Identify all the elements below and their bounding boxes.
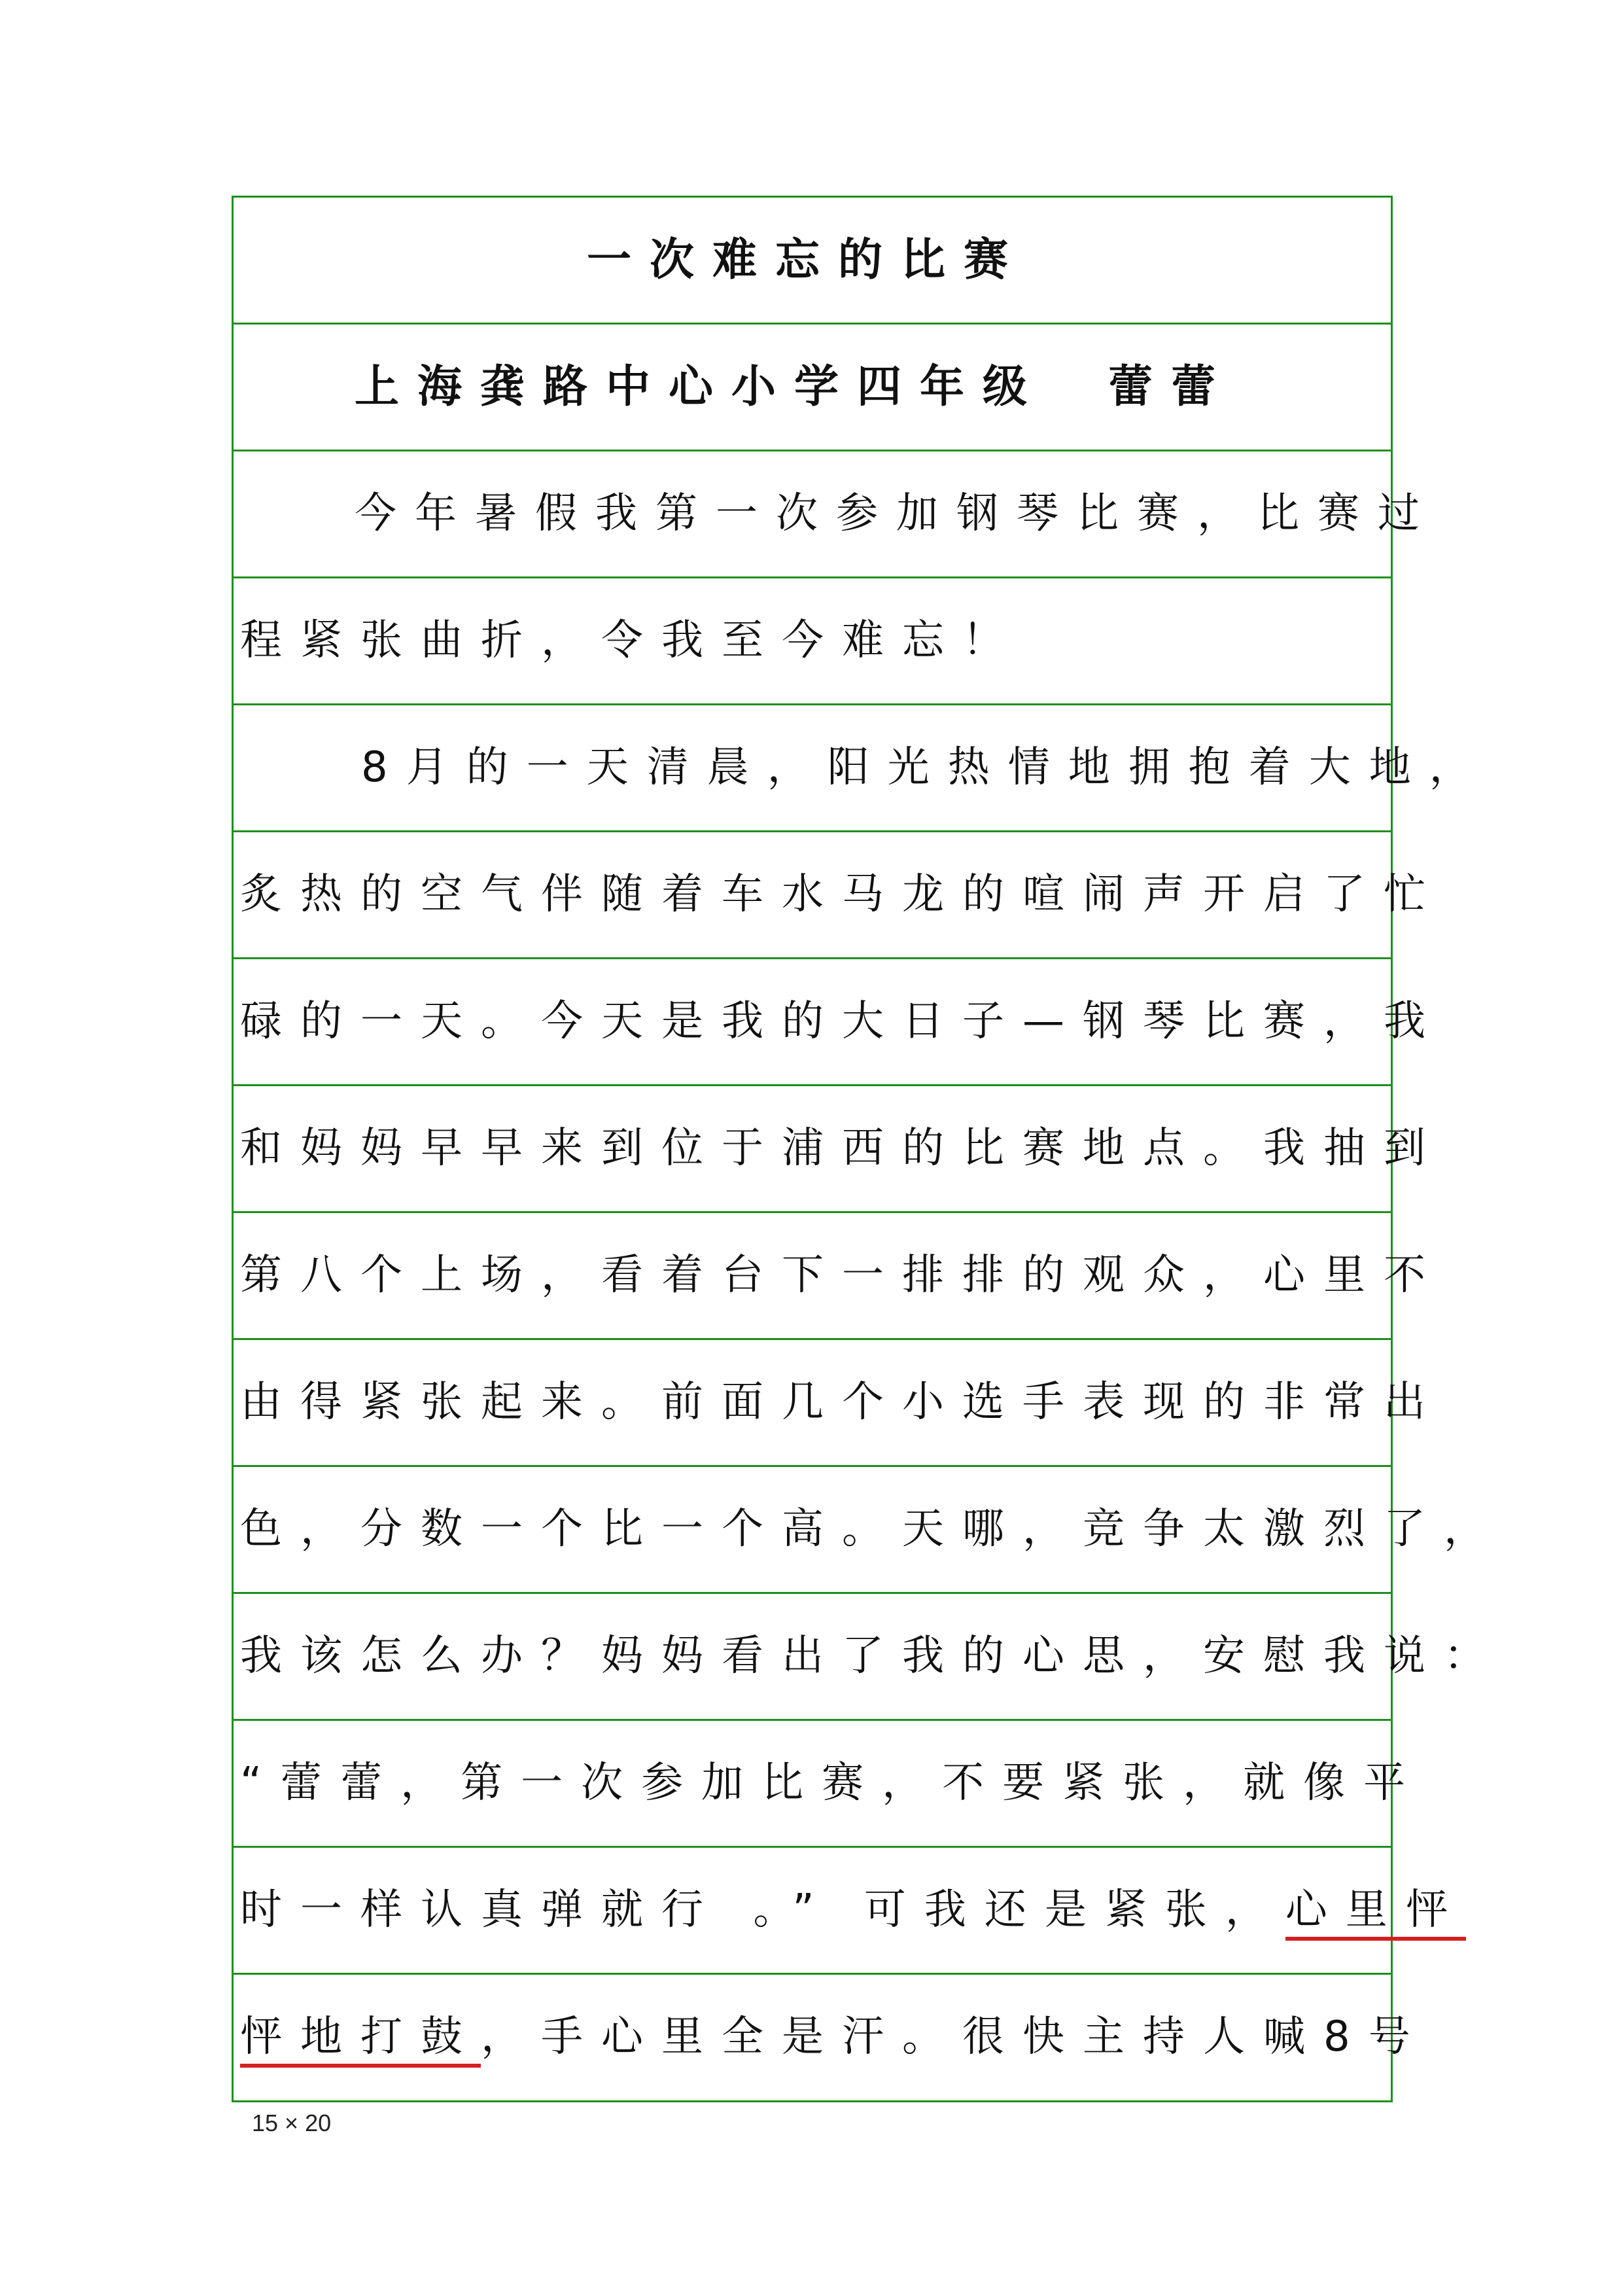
text-line: “蕾蕾，第一次参加比赛，不要紧张，就像平 [240, 1759, 1424, 1807]
text-line [240, 1848, 1466, 1973]
text-row [234, 1086, 1444, 1213]
text-row [234, 1340, 1444, 1467]
text-line: 今年暑假我第一次参加钢琴比赛，比赛过 [355, 489, 1438, 538]
text-row [234, 1975, 1429, 2102]
text-line: 8月的一天清晨，阳光热情地拥抱着大地， [361, 743, 1490, 792]
text-row [234, 1848, 1466, 1975]
text-row [234, 451, 1438, 578]
text-row [234, 1721, 1424, 1848]
text-line: 和妈妈早早来到位于浦西的比赛地点。我抽到 [240, 1124, 1444, 1173]
text-row [234, 1467, 1504, 1594]
title-row [234, 198, 1391, 325]
text-line: 第八个上场，看着台下一排排的观众，心里不 [240, 1251, 1444, 1299]
text-line: 炙热的空气伴随着车水马龙的喧闹声开启了忙 [240, 870, 1444, 919]
text-row [234, 705, 1490, 832]
text-line: 色，分数一个比一个高。天哪，竞争太激烈了， [240, 1505, 1504, 1553]
text-line [240, 1975, 1429, 2100]
text-line: 碌的一天。今天是我的大日子—钢琴比赛，我 [240, 997, 1444, 1046]
text-segment: 时一样认真弹就行 。” 可我还是紧张， [240, 1886, 1285, 1934]
writing-grid [232, 196, 1504, 2102]
underlined-phrase: 怦地打鼓 [240, 2013, 481, 2068]
text-line: 由得紧张起来。前面几个小选手表现的非常出 [240, 1378, 1444, 1426]
author-byline: 上海龚路中心小学四年级 蕾蕾 [355, 361, 1234, 413]
text-row [234, 832, 1444, 959]
text-segment: ，手心里全是汗。很快主持人喊8号 [481, 2013, 1429, 2061]
underlined-phrase: 心里怦 [1285, 1886, 1466, 1941]
text-row [234, 959, 1444, 1086]
grid-size-label: 15 × 20 [252, 2110, 332, 2136]
text-line: 程紧张曲折，令我至今难忘！ [240, 616, 1022, 665]
text-row [234, 1213, 1444, 1340]
text-line: 我该怎么办？妈妈看出了我的心思，安慰我说： [240, 1632, 1504, 1680]
text-row [234, 578, 1391, 705]
text-row [234, 1594, 1504, 1721]
essay-title: 一次难忘的比赛 [587, 234, 1027, 286]
byline-row [234, 325, 1391, 451]
